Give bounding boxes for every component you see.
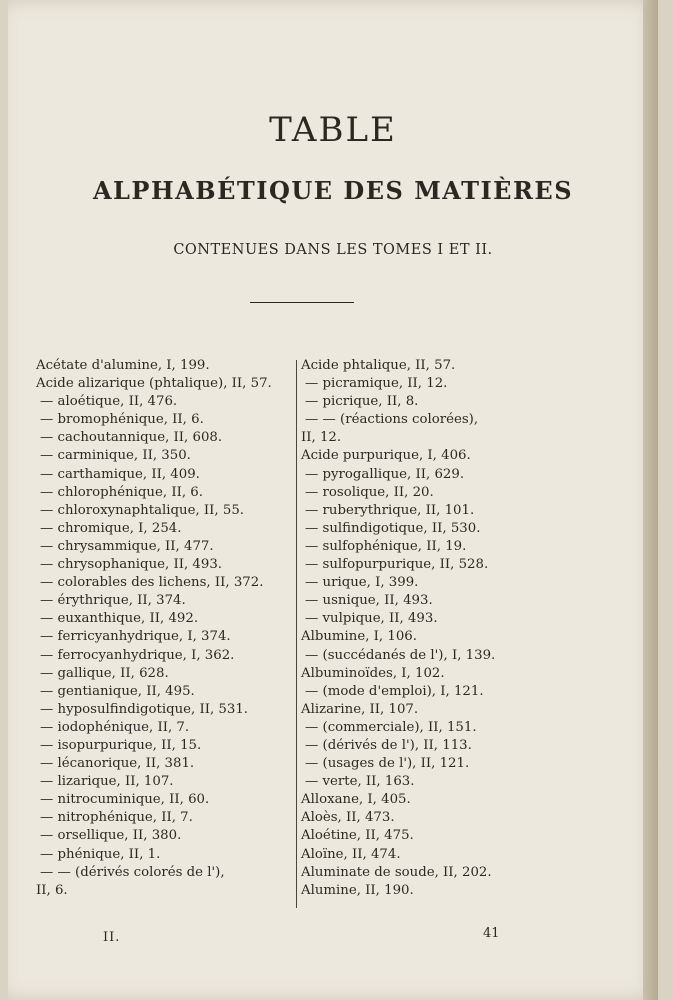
index-entry: — sulfophénique, II, 19.: [305, 538, 467, 554]
index-entry: — colorables des lichens, II, 372.: [40, 575, 264, 591]
index-entry: — (dérivés de l'), II, 113.: [305, 737, 472, 753]
page-subsubtitle: CONTENUES DANS LES TOMES I ET II.: [173, 242, 493, 258]
index-entry: — carminique, II, 350.: [40, 448, 191, 464]
index-entry: — isopurpurique, II, 15.: [40, 737, 202, 753]
index-entry: — picramique, II, 12.: [305, 376, 448, 392]
index-entry: Alloxane, I, 405.: [301, 792, 411, 808]
index-entry: Alumine, II, 190.: [301, 882, 414, 898]
signature-mark: II.: [103, 930, 121, 945]
index-column-left: [36, 357, 298, 900]
index-entry: — érythrique, II, 374.: [40, 593, 186, 609]
book-page: [8, 0, 658, 1000]
index-entry: — picrique, II, 8.: [305, 394, 419, 410]
index-entry: — phénique, II, 1.: [40, 846, 161, 862]
index-entry: — chloroxynaphtalique, II, 55.: [40, 502, 245, 518]
index-entry: Aloétine, II, 475.: [301, 828, 414, 844]
index-entry: — gallique, II, 628.: [40, 665, 169, 681]
index-entry: — nitrocuminique, II, 60.: [40, 792, 210, 808]
index-entry: Acide alizarique (phtalique), II, 57.: [36, 376, 272, 392]
index-entry: — chrysammique, II, 477.: [40, 538, 214, 554]
index-entry: — (commerciale), II, 151.: [305, 719, 477, 735]
index-entry: — gentianique, II, 495.: [40, 683, 195, 699]
index-entry: — urique, I, 399.: [305, 575, 419, 591]
title-rule: [250, 302, 354, 303]
index-entry: Acétate d'alumine, I, 199.: [36, 358, 210, 373]
index-entry: Albumine, I, 106.: [301, 629, 417, 645]
page-title: TABLE: [269, 110, 397, 150]
index-entry: — verte, II, 163.: [305, 774, 415, 790]
index-entry: — — (réactions colorées),: [305, 412, 479, 428]
index-entry: — nitrophénique, II, 7.: [40, 810, 193, 826]
index-entry: II, 6.: [36, 882, 68, 898]
index-column-right: [301, 357, 561, 900]
index-entry: Acide phtalique, II, 57.: [301, 358, 456, 373]
index-entry: Aluminate de soude, II, 202.: [301, 864, 492, 880]
index-entry: — chlorophénique, II, 6.: [40, 484, 203, 500]
index-entry: — chrysophanique, II, 493.: [40, 557, 223, 573]
index-entry: — (succédanés de l'), I, 139.: [305, 647, 496, 663]
index-entry: — aloétique, II, 476.: [40, 394, 178, 410]
index-entry: — rosolique, II, 20.: [305, 484, 434, 500]
page-edge: [643, 0, 658, 1000]
index-entry: — (usages de l'), II, 121.: [305, 756, 470, 772]
index-entry: — euxanthique, II, 492.: [40, 611, 199, 627]
index-entry: — (mode d'emploi), I, 121.: [305, 683, 484, 699]
page-subtitle: ALPHABÉTIQUE DES MATIÈRES: [92, 176, 574, 205]
index-entry: II, 12.: [301, 430, 342, 446]
index-entry: — pyrogallique, II, 629.: [305, 466, 465, 482]
index-entry: — iodophénique, II, 7.: [40, 719, 190, 735]
column-divider: [296, 360, 297, 908]
index-entry: — ferrocyanhydrique, I, 362.: [40, 647, 235, 663]
index-entry: — ferricyanhydrique, I, 374.: [40, 629, 231, 645]
index-entry: Aloès, II, 473.: [301, 810, 395, 826]
index-entry: — hyposulfindigotique, II, 531.: [40, 701, 249, 717]
index-entry: — — (dérivés colorés de l'),: [40, 864, 225, 880]
index-entry: Acide purpurique, I, 406.: [301, 448, 471, 464]
index-entry: Albuminoïdes, I, 102.: [301, 665, 445, 681]
index-entry: — lizarique, II, 107.: [40, 774, 174, 790]
index-entry: — ruberythrique, II, 101.: [305, 502, 475, 518]
index-entry: — sulfindigotique, II, 530.: [305, 520, 481, 536]
index-entry: Alizarine, II, 107.: [301, 701, 419, 717]
index-entry: — vulpique, II, 493.: [305, 611, 438, 627]
index-entry: — usnique, II, 493.: [305, 593, 433, 609]
index-entry: — carthamique, II, 409.: [40, 466, 200, 482]
index-entry: — bromophénique, II, 6.: [40, 412, 204, 428]
index-entry: Aloïne, II, 474.: [301, 846, 401, 862]
index-entry: — sulfopurpurique, II, 528.: [305, 557, 489, 573]
index-entry: — cachoutannique, II, 608.: [40, 430, 223, 446]
index-entry: — orsellique, II, 380.: [40, 828, 182, 844]
page-number: 41: [483, 926, 500, 941]
index-entry: — chromique, I, 254.: [40, 520, 182, 536]
index-entry: — lécanorique, II, 381.: [40, 756, 195, 772]
